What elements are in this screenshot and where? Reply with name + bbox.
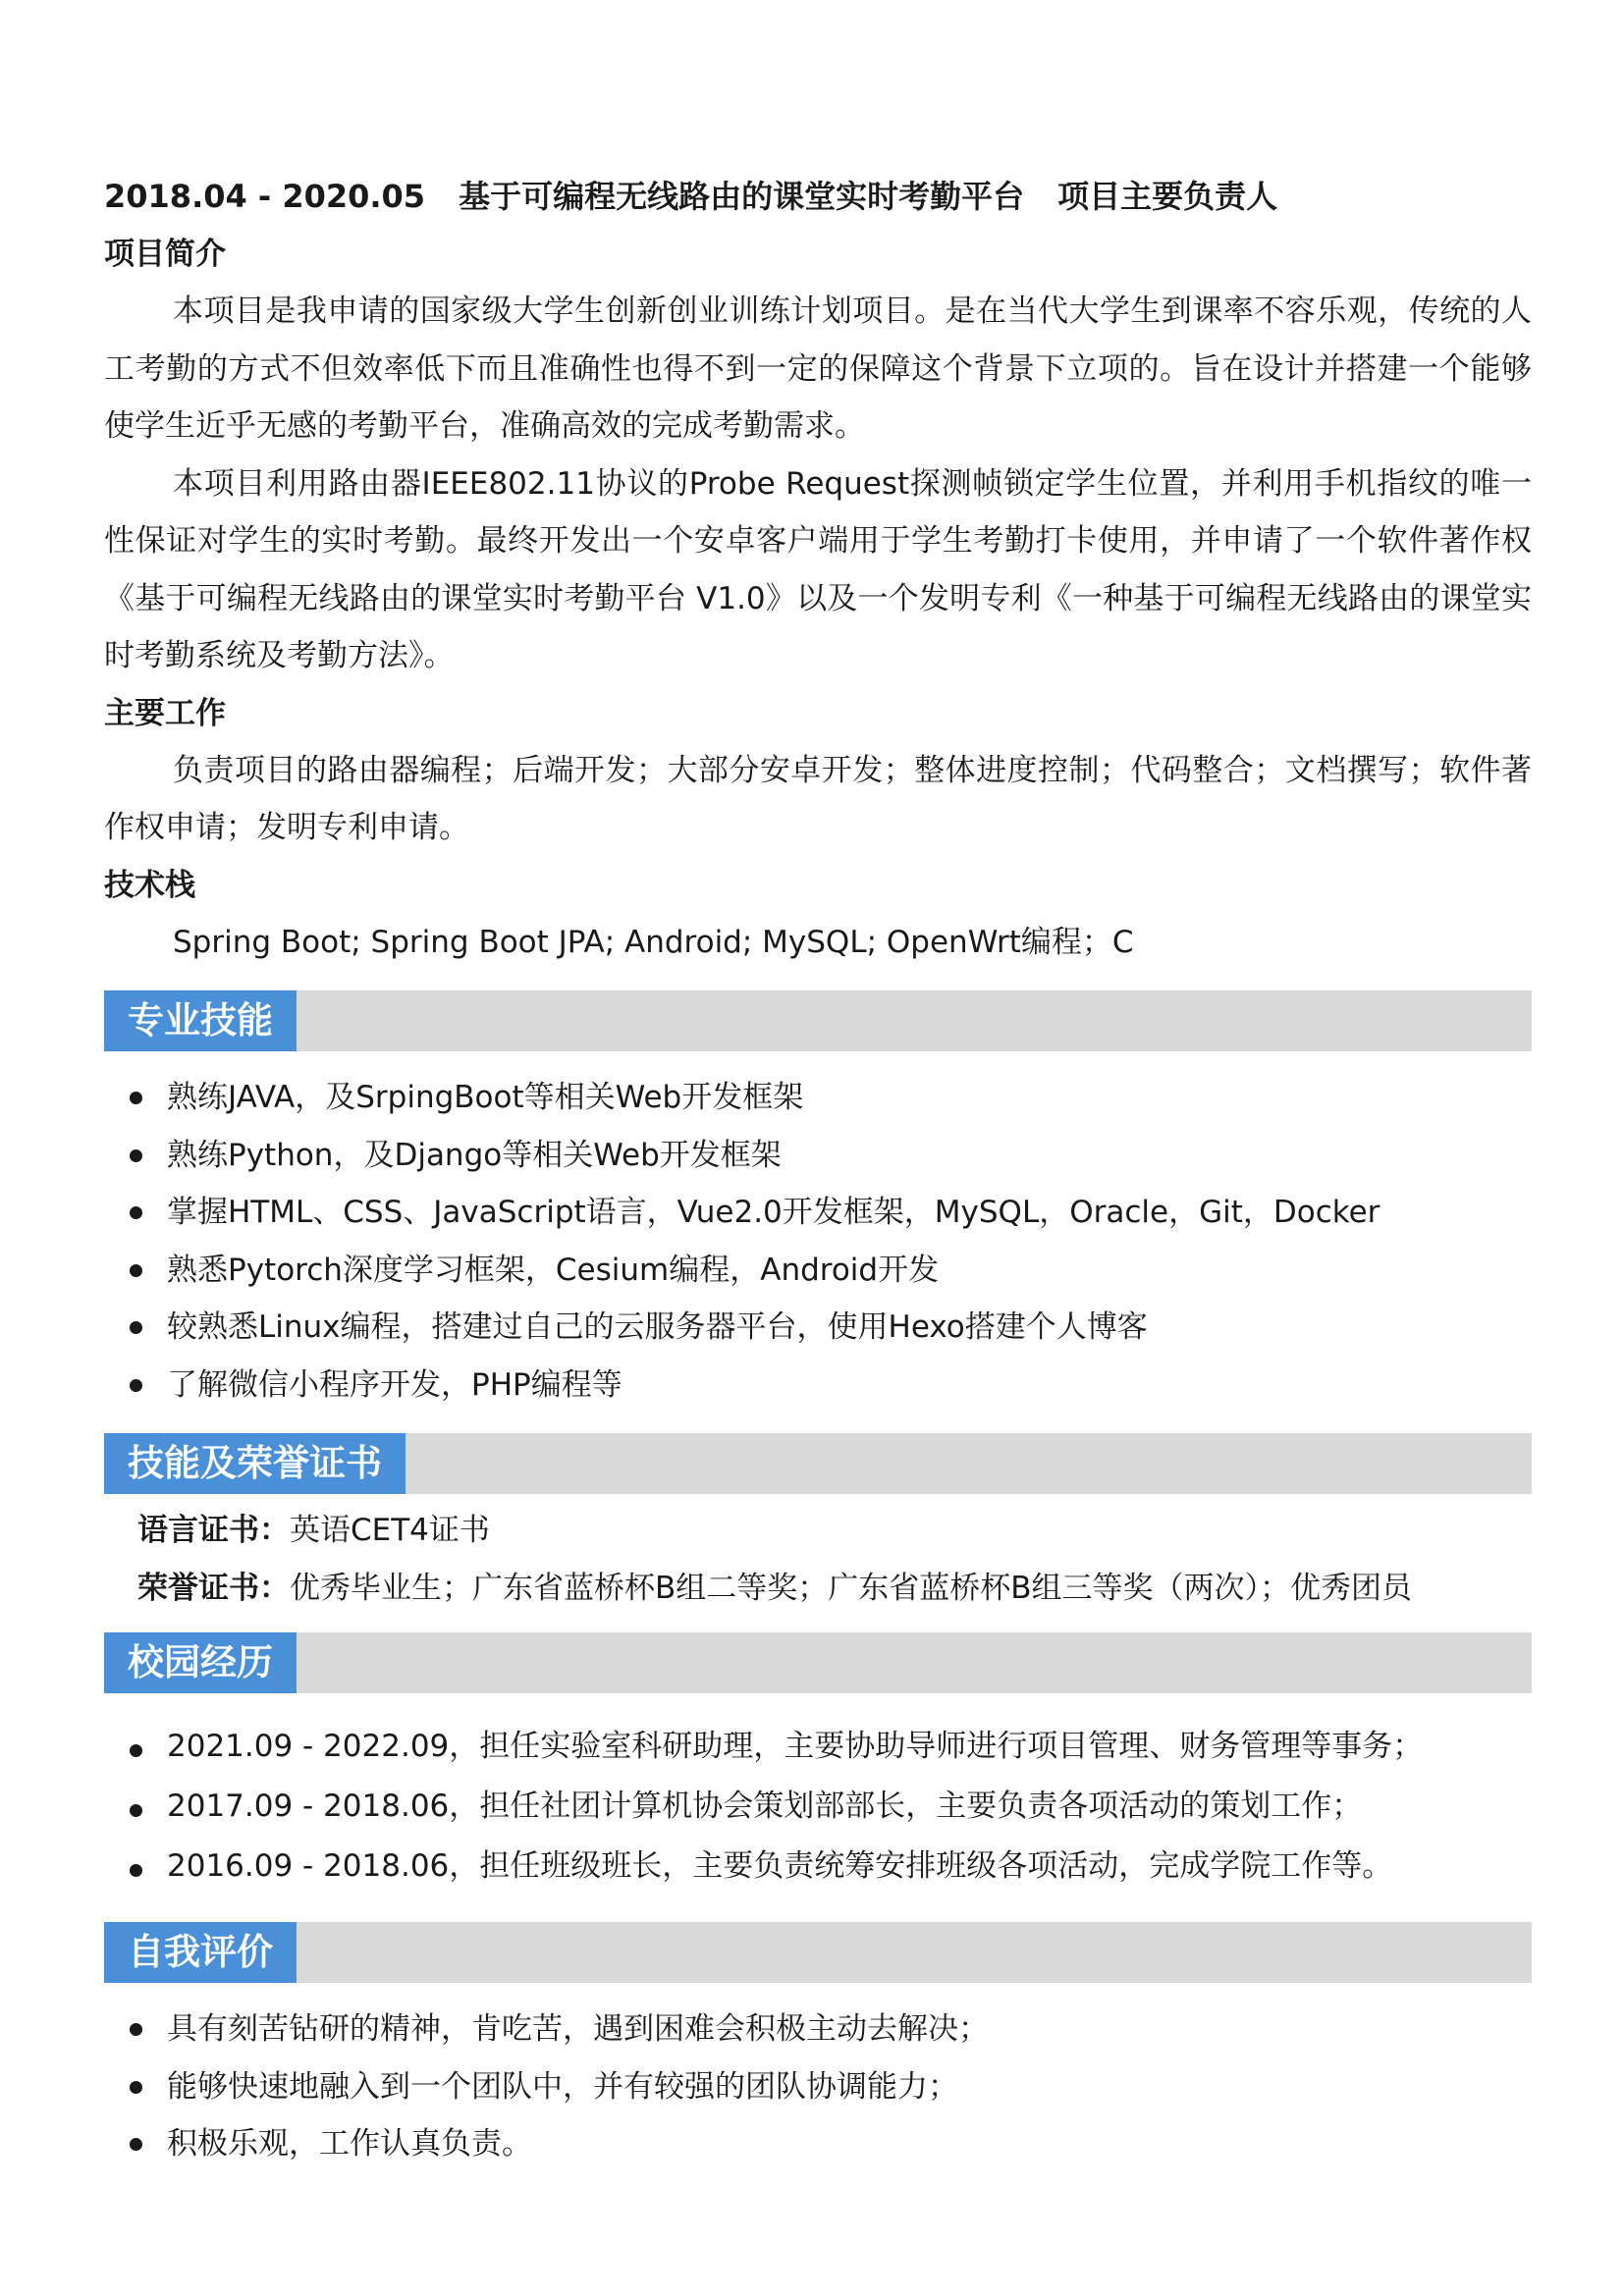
honor-cert-value: 优秀毕业生；广东省蓝桥杯B组二等奖；广东省蓝桥杯B组三等奖（两次）；优秀团员 — [290, 1570, 1413, 1606]
certs-block — [104, 1502, 1532, 1617]
certs-section-title: 技能及荣誉证书 — [104, 1433, 406, 1494]
project-intro-paragraph: 本项目是我申请的国家级大学生创新创业训练计划项目。是在当代大学生到课率不容乐观，传统的人工考勤的方式不但效率低下而且准确性也得不到一定的保障这个背景下立项的。旨在设计并搭建一个能够使学生近乎无感的考勤平台，准确高效的完成考勤需求。 — [104, 294, 1532, 444]
list-item: 了解微信小程序开发，PHP编程等 — [104, 1357, 1532, 1415]
project-stack-text: Spring Boot; Spring Boot JPA; Android; MySQL; OpenWrt编程；C — [173, 924, 1134, 960]
list-item: 熟练JAVA，及SrpingBoot等相关Web开发框架 — [104, 1069, 1532, 1127]
bullet-icon — [130, 1206, 142, 1219]
bullet-icon — [130, 1744, 142, 1757]
list-item: 熟悉Pytorch深度学习框架，Cesium编程，Android开发 — [104, 1242, 1532, 1300]
project-work-text: 负责项目的路由器编程；后端开发；大部分安卓开发；整体进度控制；代码整合；文档撰写；软件著作权申请；发明专利申请。 — [104, 752, 1532, 845]
list-item: 能够快速地融入到一个团队中，并有较强的团队协调能力； — [104, 2058, 1532, 2116]
project-work-heading: 主要工作 — [104, 695, 226, 731]
honor-cert-label: 荣誉证书： — [137, 1570, 290, 1606]
campus-list — [104, 1717, 1532, 1896]
project-role: 项目主要负责人 — [1057, 178, 1278, 215]
bullet-icon — [130, 2138, 142, 2151]
self-eval-section-bar — [104, 1922, 1532, 1983]
bullet-icon — [130, 2023, 142, 2036]
list-item: 熟练Python，及Django等相关Web开发框架 — [104, 1127, 1532, 1185]
bullet-icon — [130, 1264, 142, 1277]
bullet-icon — [130, 1321, 142, 1334]
bullet-icon — [130, 2081, 142, 2094]
campus-section-title: 校园经历 — [104, 1632, 297, 1693]
certs-section-bar — [104, 1433, 1532, 1494]
project-stack-heading: 技术栈 — [104, 867, 195, 903]
language-cert-label: 语言证书： — [137, 1513, 290, 1548]
list-item: 2021.09 - 2022.09，担任实验室科研助理，主要协助导师进行项目管理、财务管理等事务； — [104, 1717, 1532, 1777]
skills-section-title: 专业技能 — [104, 990, 297, 1051]
project-intro-paragraph: 本项目利用路由器IEEE802.11协议的Probe Request探测帧锁定学生位置，并利用手机指纹的唯一性保证对学生的实时考勤。最终开发出一个安卓客户端用于学生考勤打卡使用，并申请了一个软件著作权《基于可编程无线路由的课堂实时考勤平台 V1.0》以及一个发明专利《一种基于可编程无线路由的课堂实时考勤系统及考勤方法》。 — [104, 465, 1532, 673]
bullet-icon — [130, 1092, 142, 1104]
project-period: 2018.04 - 2020.05 — [104, 178, 426, 215]
self-eval-section-title: 自我评价 — [104, 1922, 297, 1983]
bullet-icon — [130, 1864, 142, 1877]
bullet-icon — [130, 1149, 142, 1162]
list-item: 2016.09 - 2018.06，担任班级班长，主要负责统筹安排班级各项活动，完成学院工作等。 — [104, 1837, 1532, 1896]
honor-cert-row — [104, 1560, 1532, 1618]
self-eval-list — [104, 2001, 1532, 2173]
bullet-icon — [130, 1804, 142, 1817]
list-item: 积极乐观，工作认真负责。 — [104, 2115, 1532, 2173]
list-item: 较熟悉Linux编程，搭建过自己的云服务器平台，使用Hexo搭建个人博客 — [104, 1299, 1532, 1357]
bullet-icon — [130, 1379, 142, 1392]
project-header — [104, 167, 1532, 226]
skills-list — [104, 1069, 1532, 1414]
project-intro-heading: 项目简介 — [104, 237, 226, 272]
list-item: 具有刻苦钻研的精神，肯吃苦，遇到困难会积极主动去解决； — [104, 2001, 1532, 2058]
language-cert-value: 英语CET4证书 — [290, 1513, 490, 1548]
list-item: 2017.09 - 2018.06，担任社团计算机协会策划部部长，主要负责各项活动的策划工作； — [104, 1777, 1532, 1837]
project-name: 基于可编程无线路由的课堂实时考勤平台 — [459, 178, 1025, 215]
language-cert-row — [104, 1502, 1532, 1560]
resume-page — [104, 167, 1532, 2173]
list-item: 掌握HTML、CSS、JavaScript语言，Vue2.0开发框架，MySQL，Oracle，Git，Docker — [104, 1184, 1532, 1242]
campus-section-bar — [104, 1632, 1532, 1693]
skills-section-bar — [104, 990, 1532, 1051]
